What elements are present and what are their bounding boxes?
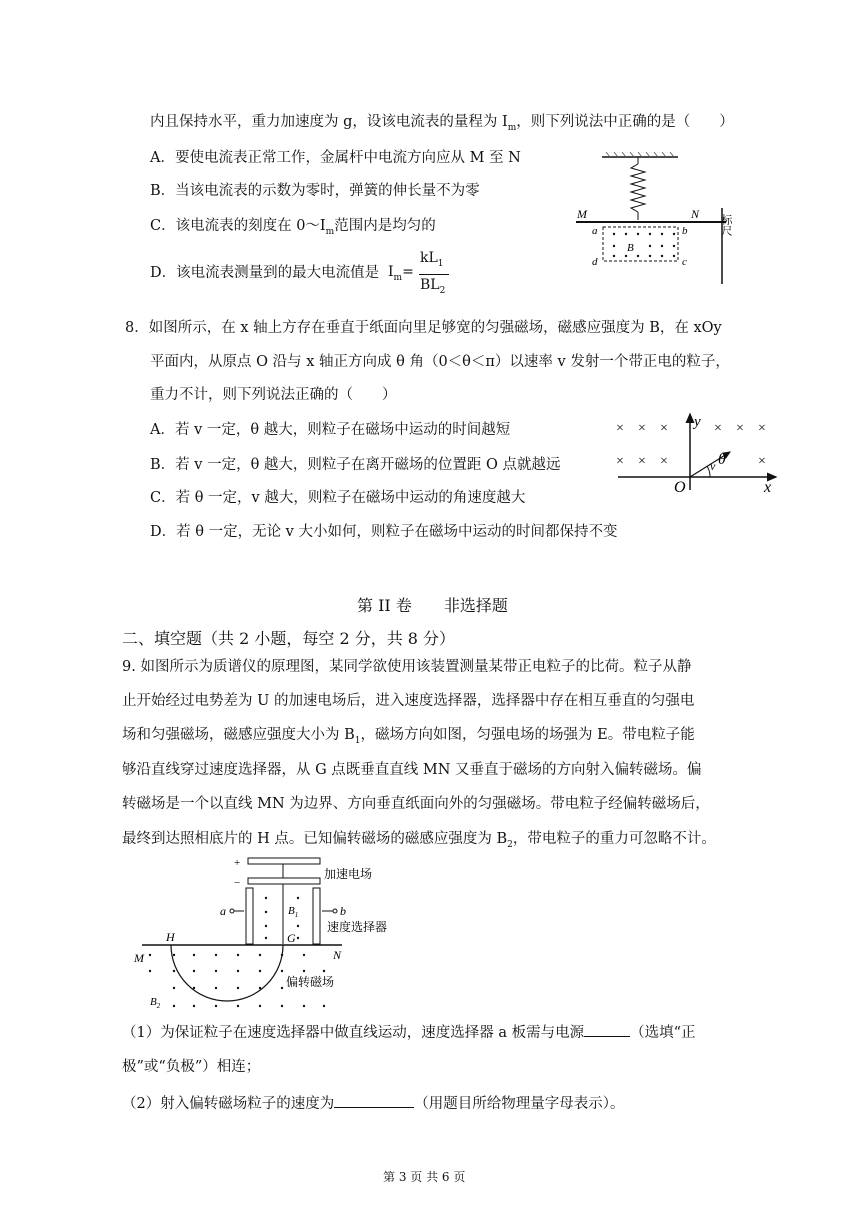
- q9-line6: 最终到达照相底片的 H 点。已知偏转磁场的磁感应强度为 $B_2$，带电粒子的重力可忽略不计。: [122, 831, 716, 850]
- q7-stem: 内且保持水平，重力加速度为 g，设该电流表的量程为 $I_m$，则下列说法中正确的是（ ）: [150, 114, 734, 133]
- blank-1[interactable]: [584, 1022, 630, 1037]
- svg-text:N: N: [333, 948, 342, 962]
- q9-mass-spectrometer-figure: [128, 852, 418, 1018]
- q9-line5: 转磁场是一个以直线 MN 为边界、方向垂直纸面向外的匀强磁场。带电粒子经偏转磁场后，: [122, 796, 710, 812]
- svg-text:θ: θ: [718, 451, 726, 468]
- q8-line2: 平面内，从原点 O 沿与 x 轴正方向成 θ 角（0＜θ＜π）以速率 v 发射一个带正电的粒子，: [150, 354, 730, 370]
- svg-text:+: +: [234, 857, 241, 869]
- svg-text:B1: $B_1$: [288, 905, 299, 919]
- q7-option-b: B．当该电流表的示数为零时，弹簧的伸长量不为零: [150, 183, 480, 199]
- q7-option-d: D．该电流表测量到的最大电流值是: [150, 265, 380, 281]
- svg-text:a: a: [220, 904, 226, 918]
- q8-figure: [610, 408, 785, 498]
- svg-text:M: M: [134, 951, 144, 965]
- q7-figure: [570, 150, 750, 290]
- svg-text:标尺: 标尺: [720, 214, 732, 236]
- q7-option-a: A．要使电流表正常工作，金属杆中电流方向应从 M 至 N: [150, 150, 521, 166]
- svg-text:M: M: [577, 207, 587, 221]
- svg-text:×: ×: [616, 421, 624, 436]
- section-heading: 二、填空题（共 2 小题，每空 2 分，共 8 分）: [122, 629, 456, 648]
- q9-sub1-line1: （1）为保证粒子在速度选择器中做直线运动，速度选择器 a 板需与电源 （选填“正: [122, 1022, 696, 1043]
- q9-line2: 止开始经过电势差为 U 的加速电场后，进入速度选择器，选择器中存在相互垂直的匀强电: [122, 693, 695, 709]
- svg-text:a: a: [592, 225, 598, 237]
- q9-line1: 9. 如图所示为质谱仪的原理图，某同学欲使用该装置测量某带正电粒子的比荷。粒子从静: [122, 659, 692, 675]
- svg-text:×: ×: [660, 454, 668, 469]
- svg-text:x: x: [764, 479, 772, 496]
- svg-text:N: N: [691, 207, 700, 221]
- q8-option-d: D．若 θ 一定，无论 v 大小如何，则粒子在磁场中运动的时间都保持不变: [150, 524, 618, 540]
- svg-text:×: ×: [638, 454, 646, 469]
- svg-text:×: ×: [758, 421, 766, 436]
- q8-line3: 重力不计，则下列说法正确的（ ）: [150, 387, 397, 403]
- page-footer: 第 3 页 共 6 页: [383, 1170, 466, 1184]
- svg-text:偏转磁场: 偏转磁场: [286, 975, 335, 989]
- part2-title: 第 II 卷 非选择题: [357, 596, 508, 615]
- svg-text:y: y: [694, 414, 701, 430]
- q9-line3: 场和匀强磁场，磁感应强度大小为 $B_1$，磁场方向如图，匀强电场的场强为 E。带电粒子能: [122, 727, 695, 746]
- q8-line1: 8．如图所示，在 x 轴上方存在垂直于纸面向里足够宽的匀强磁场，磁感应强度为 B，在 xOy: [125, 320, 722, 336]
- blank-2[interactable]: [334, 1093, 414, 1108]
- svg-text:×: ×: [660, 421, 668, 436]
- svg-text:加速电场: 加速电场: [324, 867, 373, 881]
- q9-line4: 够沿直线穿过速度选择器，从 G 点既垂直直线 MN 又垂直于磁场的方向射入偏转磁场。偏: [122, 762, 702, 778]
- svg-text:G: G: [287, 931, 296, 945]
- svg-text:b: b: [340, 904, 346, 918]
- q8-option-a: A．若 v 一定，θ 越大，则粒子在磁场中运动的时间越短: [150, 422, 511, 438]
- svg-text:×: ×: [736, 421, 744, 436]
- svg-text:×: ×: [758, 454, 766, 469]
- svg-text:B: B: [627, 242, 634, 254]
- svg-text:c: c: [682, 256, 687, 268]
- q9-sub1-line2: 极”或“负极”）相连；: [122, 1059, 261, 1075]
- q7-formula: $I_m=$ $kL_1$ $BL_2$: [388, 248, 468, 300]
- q8-option-b: B．若 v 一定，θ 越大，则粒子在离开磁场的位置距 O 点就越远: [150, 457, 561, 473]
- svg-text:b: b: [682, 225, 688, 237]
- svg-text:×: ×: [616, 454, 624, 469]
- svg-text:×: ×: [714, 421, 722, 436]
- svg-text:×: ×: [638, 421, 646, 436]
- svg-text:速度选择器: 速度选择器: [327, 920, 388, 934]
- q8-option-c: C．若 θ 一定，v 越大，则粒子在磁场中运动的角速度越大: [150, 490, 526, 506]
- q7-option-c: C．该电流表的刻度在 $0\sim I_m$范围内是均匀的: [150, 218, 436, 237]
- q9-sub2: （2）射入偏转磁场粒子的速度为 （用题目所给物理量字母表示）。: [122, 1093, 624, 1114]
- svg-text:O: O: [674, 479, 686, 496]
- svg-text:−: −: [234, 877, 241, 889]
- svg-text:H: H: [166, 930, 175, 944]
- svg-text:d: d: [592, 256, 598, 268]
- svg-text:v: v: [710, 459, 716, 473]
- svg-text:B2: $B_2$: [150, 996, 161, 1010]
